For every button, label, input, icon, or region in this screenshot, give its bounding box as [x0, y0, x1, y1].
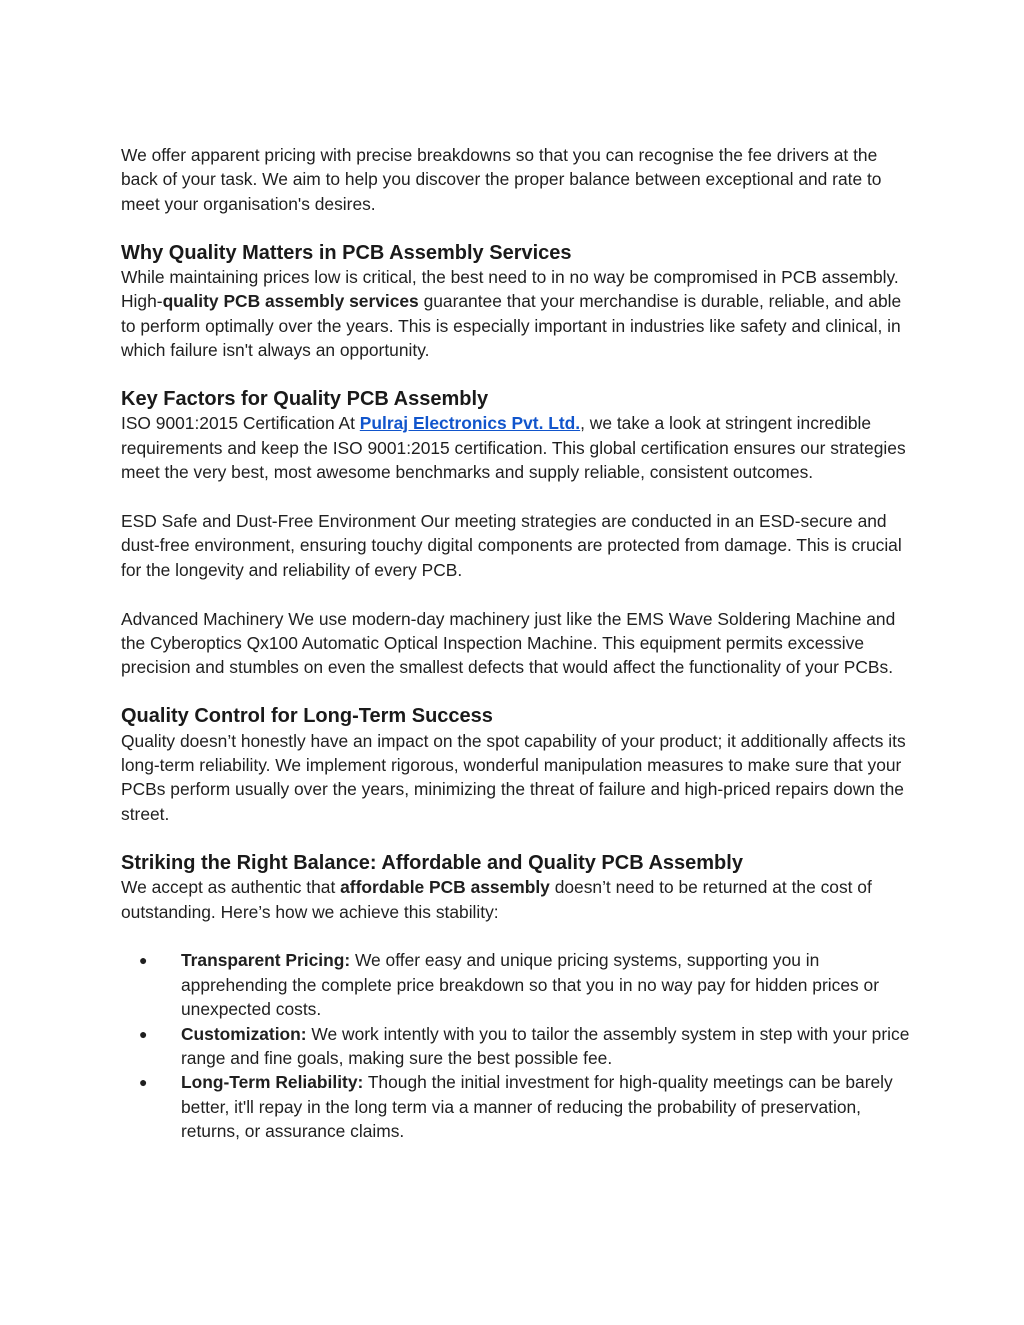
quality-control-paragraph: Quality doesn’t honestly have an impact on the spot capability of your product; it additionally affects its long-term reliability. We implement rigorous, wonderful manipulation measures to make sure that your PCBs perform usually over the years, minimizing the threat of failure and high-priced repairs down the street. [121, 730, 906, 824]
list-item [121, 948, 911, 1021]
quality-text-after: guarantee that your merchandise is durable, reliable, and able to perform optimally over the years. This is especially important in industries like safety and clinical, in which failure isn't always an opportunity. [121, 291, 902, 361]
balance-bold-phrase: affordable PCB assembly [340, 877, 550, 898]
heading-striking-balance: Striking the Right Balance: Affordable and Quality PCB Assembly [121, 851, 743, 874]
spacer [121, 826, 911, 850]
heading-why-quality: Why Quality Matters in PCB Assembly Services [121, 241, 572, 264]
spacer [121, 216, 911, 240]
balance-bullet-list [121, 948, 911, 1143]
bullet-icon: ● [139, 1025, 148, 1042]
quality-text-before: While maintaining prices low is critical, the best need to in no way be compromised in PCB assembly. High- [121, 267, 899, 312]
iso-text-after: , we take a look at stringent incredible requirements and keep the ISO 9001:2015 certification. This global certification ensures our strategies meet the very best, most awesome benchmarks and supply reliable, consistent outcomes. [121, 413, 906, 483]
machinery-paragraph: Advanced Machinery We use modern-day machinery just like the EMS Wave Soldering Machine and the Cyberoptics Qx100 Automatic Optical Inspection Machine. This equipment permits excessive precision and stumbles on even the smallest defects that would affect the functionality of your PCBs. [121, 608, 896, 678]
list-item [121, 1022, 911, 1071]
quality-bold-phrase: quality PCB assembly services [162, 291, 419, 312]
document-page [121, 143, 911, 1144]
bullet-icon: ● [139, 1074, 148, 1091]
bullet-title: Transparent Pricing: [181, 950, 351, 971]
pulraj-link[interactable]: Pulraj Electronics Pvt. Ltd. [359, 413, 581, 434]
bullet-text: We offer easy and unique pricing systems, supporting you in apprehending the complete price breakdown so that you in no way pay for hidden prices or unexpected costs. [181, 950, 879, 1020]
iso-paragraph [121, 411, 911, 484]
spacer [121, 582, 911, 606]
spacer [121, 485, 911, 509]
bullet-title: Long-Term Reliability: [181, 1072, 364, 1093]
spacer [121, 363, 911, 387]
bullet-text: We work intently with you to tailor the assembly system in step with your price range and fine goals, making sure the best possible fee. [181, 1023, 910, 1068]
intro-paragraph: We offer apparent pricing with precise breakdowns so that you can recognise the fee drivers at the back of your task. We aim to help you discover the proper balance between exceptional and rate to meet your organisation's desires. [121, 145, 882, 214]
quality-paragraph [121, 265, 911, 363]
balance-paragraph [121, 875, 911, 924]
bullet-icon: ● [139, 952, 148, 969]
heading-key-factors: Key Factors for Quality PCB Assembly [121, 388, 489, 411]
iso-text-before: ISO 9001:2015 Certification At [121, 413, 360, 434]
balance-text-before: We accept as authentic that [121, 877, 341, 898]
spacer [121, 924, 911, 948]
list-item [121, 1070, 911, 1143]
bullet-title: Customization: [181, 1023, 307, 1044]
balance-text-after: doesn’t need to be returned at the cost of outstanding. Here’s how we achieve this stability: [121, 877, 872, 922]
esd-paragraph: ESD Safe and Dust-Free Environment Our meeting strategies are conducted in an ESD-secure and dust-free environment, ensuring touchy digital components are protected from damage. This is crucial for the longevity and reliability of every PCB. [121, 511, 902, 580]
spacer [121, 680, 911, 704]
bullet-text: Though the initial investment for high-quality meetings can be barely better, it'll repay in the long term via a manner of reducing the probability of preservation, returns, or assurance claims. [181, 1072, 893, 1142]
heading-quality-control: Quality Control for Long-Term Success [121, 705, 493, 728]
